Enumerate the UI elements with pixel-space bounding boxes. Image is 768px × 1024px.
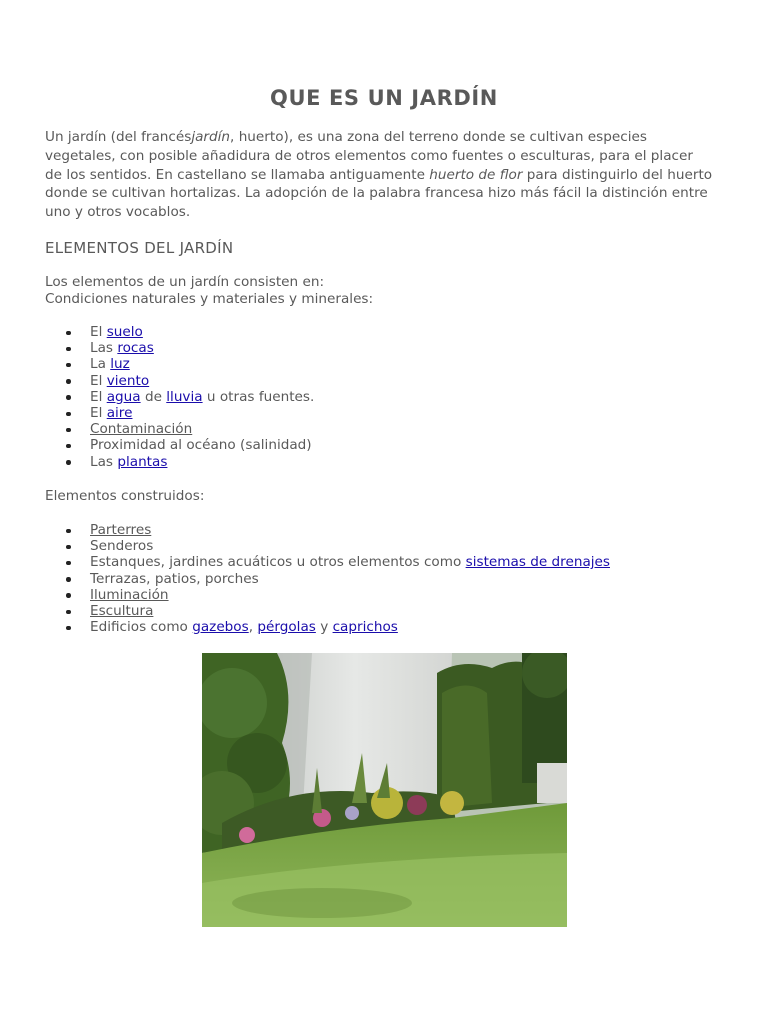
link-agua[interactable]: agua bbox=[106, 388, 141, 405]
garden-photo-illustration bbox=[202, 653, 567, 927]
item-text: El bbox=[90, 324, 103, 340]
lead-text: Condiciones naturales y materiales y minerales: bbox=[45, 290, 374, 307]
list-item bbox=[90, 571, 610, 587]
built-elements-list bbox=[45, 522, 610, 635]
list-item bbox=[90, 421, 314, 437]
list-item bbox=[90, 454, 314, 470]
list-item bbox=[90, 340, 314, 356]
section-heading: ELEMENTOS DEL JARDÍN bbox=[45, 239, 234, 257]
item-text: Edificios como bbox=[90, 619, 188, 636]
link-plantas[interactable]: plantas bbox=[117, 453, 168, 470]
link-suelo[interactable]: suelo bbox=[106, 324, 143, 340]
link-rocas[interactable]: rocas bbox=[117, 340, 154, 357]
item-text: Las bbox=[90, 453, 113, 470]
link-aire[interactable]: aire bbox=[106, 405, 133, 422]
intro-paragraph bbox=[45, 128, 725, 222]
intro-text: para distinguirlo del huerto bbox=[526, 166, 713, 183]
link-caprichos[interactable]: caprichos bbox=[332, 619, 398, 636]
item-text: u otras fuentes. bbox=[206, 388, 315, 405]
link-contaminacion[interactable]: Contaminación bbox=[90, 421, 193, 438]
item-text: Proximidad al océano (salinidad) bbox=[90, 437, 312, 454]
intro-text: vegetales, con posible añadidura de otros elementos como fuentes o esculturas, para el placer bbox=[45, 147, 693, 164]
item-text: Senderos bbox=[90, 538, 154, 555]
list-item bbox=[90, 587, 610, 603]
intro-emphasis: huerto de flor bbox=[429, 166, 523, 183]
item-text: Estanques, jardines acuáticos u otros elementos como bbox=[90, 554, 462, 571]
list-item bbox=[90, 389, 314, 405]
list-item bbox=[90, 522, 610, 538]
item-text: y bbox=[320, 619, 329, 636]
intro-text: Un jardín (del francés bbox=[45, 129, 192, 145]
link-escultura[interactable]: Escultura bbox=[90, 603, 154, 620]
intro-text: de los sentidos. En castellano se llamaba antiguamente bbox=[45, 166, 425, 183]
item-text: , bbox=[248, 619, 254, 636]
item-text: La bbox=[90, 356, 106, 373]
list-item bbox=[90, 437, 314, 453]
list-item bbox=[90, 538, 610, 554]
link-luz[interactable]: luz bbox=[110, 356, 130, 373]
page-title: QUE ES UN JARDÍN bbox=[270, 86, 498, 110]
intro-emphasis: jardín bbox=[191, 129, 231, 145]
elements-lead bbox=[45, 274, 373, 307]
built-lead: Elementos construidos: bbox=[45, 488, 205, 504]
lead-text: Los elementos de un jardín consisten en: bbox=[45, 274, 325, 290]
item-text: Terrazas, patios, porches bbox=[90, 570, 259, 587]
link-lluvia[interactable]: lluvia bbox=[166, 388, 203, 405]
list-item bbox=[90, 405, 314, 421]
list-item bbox=[90, 324, 314, 340]
item-text: Las bbox=[90, 340, 113, 357]
intro-text: donde se cultivan hortalizas. La adopción de la palabra francesa hizo más fácil la distinción entre bbox=[45, 185, 708, 202]
list-item bbox=[90, 619, 610, 635]
item-text: El bbox=[90, 388, 103, 405]
link-viento[interactable]: viento bbox=[106, 372, 150, 389]
list-item bbox=[90, 603, 610, 619]
list-item bbox=[90, 373, 314, 389]
link-sistemas-de-drenajes[interactable]: sistemas de drenajes bbox=[465, 554, 610, 571]
intro-text: , huerto), es una zona del terreno donde se cultivan especies bbox=[230, 129, 647, 145]
item-text: de bbox=[144, 388, 162, 405]
list-item bbox=[90, 554, 610, 570]
link-gazebos[interactable]: gazebos bbox=[192, 619, 249, 636]
item-text: El bbox=[90, 372, 103, 389]
link-pergolas[interactable]: pérgolas bbox=[257, 619, 316, 636]
natural-elements-list bbox=[45, 324, 314, 470]
intro-text: uno y otros vocablos. bbox=[45, 204, 191, 221]
link-iluminacion[interactable]: Iluminación bbox=[90, 586, 169, 603]
garden-photo bbox=[202, 653, 567, 927]
link-parterres[interactable]: Parterres bbox=[90, 522, 152, 538]
list-item bbox=[90, 356, 314, 372]
item-text: El bbox=[90, 405, 103, 422]
